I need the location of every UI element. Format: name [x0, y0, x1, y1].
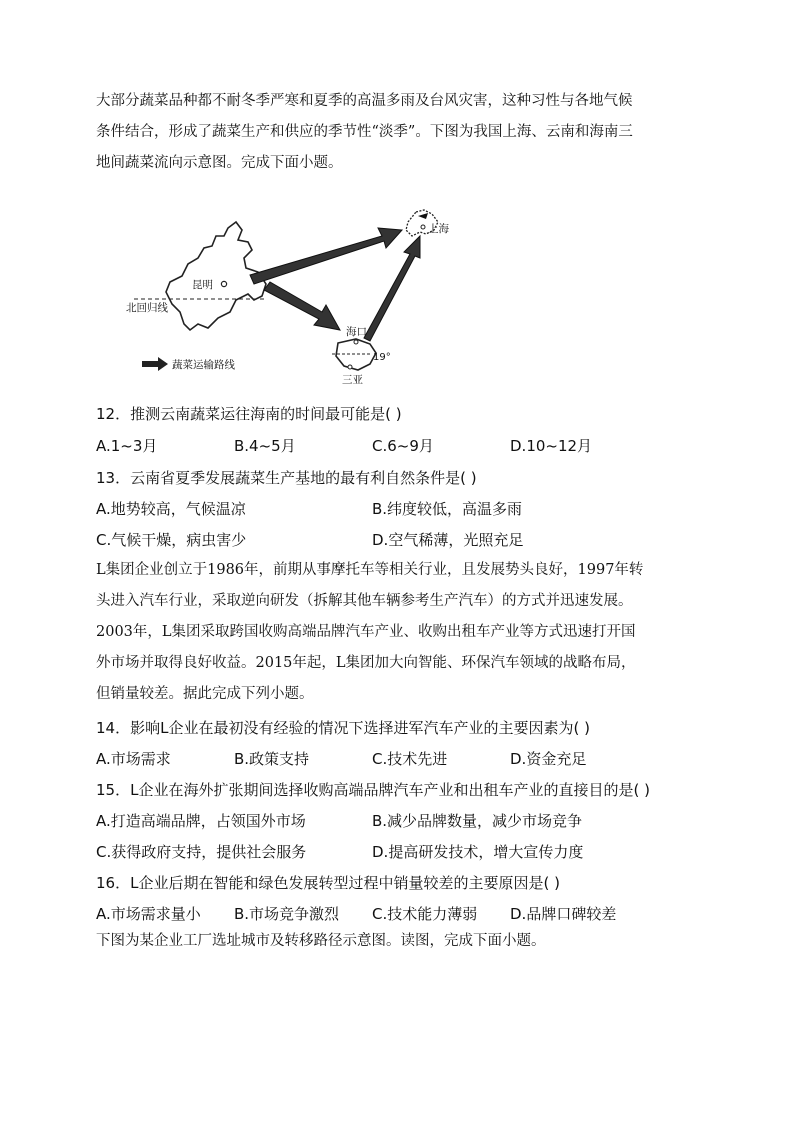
- passage-line: 条件结合，形成了蔬菜生产和供应的季节性“淡季”。下图为我国上海、云南和海南三: [96, 124, 633, 140]
- option-a: A.打造高端品牌，占领国外市场: [96, 812, 306, 830]
- option-b: B.减少品牌数量，减少市场竞争: [372, 812, 583, 830]
- kunming-dot: [221, 281, 226, 286]
- option-a: A.地势较高，气候温凉: [96, 500, 246, 518]
- vegetable-flow-map: [120, 200, 450, 390]
- option-a: A.1~3月: [96, 437, 158, 455]
- passage-line: 外市场并取得良好收益。2015年起，L集团加大向智能、环保汽车领域的战略布局，: [96, 655, 636, 671]
- option-c: C.技术先进: [372, 750, 448, 768]
- question-14-stem: 14．影响L企业在最初没有经验的情况下选择进军汽车产业的主要因素为( ): [96, 719, 590, 737]
- passage-line: 2003年，L集团采取跨国收购高端品牌汽车产业、收购出租车产业等方式迅速打开国: [96, 624, 636, 640]
- shanghai-label: 上海: [428, 223, 449, 235]
- passage-line: 地间蔬菜流向示意图。完成下面小题。: [96, 155, 343, 171]
- option-d: D.提高研发技术，增大宣传力度: [372, 843, 584, 861]
- option-c: C.气候干燥，病虫害少: [96, 531, 247, 549]
- shanghai-dot: [421, 225, 425, 229]
- option-d: D.品牌口碑较差: [510, 905, 617, 923]
- option-a: A.市场需求: [96, 750, 171, 768]
- option-b: B.政策支持: [234, 750, 310, 768]
- passage-l-group: [96, 555, 700, 710]
- option-b: B.纬度较低，高温多雨: [372, 500, 523, 518]
- legend-arrow-icon: [142, 357, 168, 371]
- kunming-label: 昆明: [192, 279, 213, 291]
- passage-line: 下图为某企业工厂选址城市及转移路径示意图。读图，完成下面小题。: [96, 933, 546, 949]
- option-d: D.空气稀薄，光照充足: [372, 531, 524, 549]
- option-c: C.获得政府支持，提供社会服务: [96, 843, 307, 861]
- passage-line: L集团企业创立于1986年，前期从事摩托车等相关行业，且发展势头良好，1997年转: [96, 562, 644, 578]
- sanya-label: 三亚: [342, 374, 363, 386]
- question-13-stem: 13．云南省夏季发展蔬菜生产基地的最有利自然条件是( ): [96, 469, 477, 487]
- question-12-stem: 12．推测云南蔬菜运往海南的时间最可能是( ): [96, 405, 402, 423]
- passage-line: 头进入汽车行业，采取逆向研发（拆解其他车辆参考生产汽车）的方式并迅速发展。: [96, 593, 633, 609]
- option-d: D.10~12月: [510, 437, 593, 455]
- option-c: C.技术能力薄弱: [372, 905, 478, 923]
- passage-vegetables: [96, 86, 700, 179]
- option-d: D.资金充足: [510, 750, 587, 768]
- option-b: B.市场竞争激烈: [234, 905, 340, 923]
- route-arrow-yunnan-shanghai: [250, 228, 402, 284]
- option-a: A.市场需求量小: [96, 905, 201, 923]
- tropic-label: 北回归线: [126, 302, 168, 314]
- question-15-stem: 15．L企业在海外扩张期间选择收购高端品牌汽车产业和出租车产业的直接目的是( ): [96, 781, 650, 799]
- route-arrow-yunnan-hainan: [264, 282, 340, 330]
- latitude-label: 19°: [373, 352, 391, 363]
- sanya-dot: [348, 365, 352, 369]
- question-16-stem: 16．L企业后期在智能和绿色发展转型过程中销量较差的主要原因是( ): [96, 874, 560, 892]
- option-b: B.4~5月: [234, 437, 296, 455]
- legend-label: 蔬菜运输路线: [172, 359, 235, 371]
- passage-line: 大部分蔬菜品种都不耐冬季严寒和夏季的高温多雨及台风灾害，这种习性与各地气候: [96, 93, 633, 109]
- passage-line: 但销量较差。据此完成下列小题。: [96, 686, 314, 702]
- haikou-label: 海口: [346, 326, 367, 338]
- route-arrow-hainan-shanghai: [364, 236, 420, 341]
- passage-factory-location: [96, 926, 700, 957]
- haikou-dot: [354, 340, 358, 344]
- option-c: C.6~9月: [372, 437, 434, 455]
